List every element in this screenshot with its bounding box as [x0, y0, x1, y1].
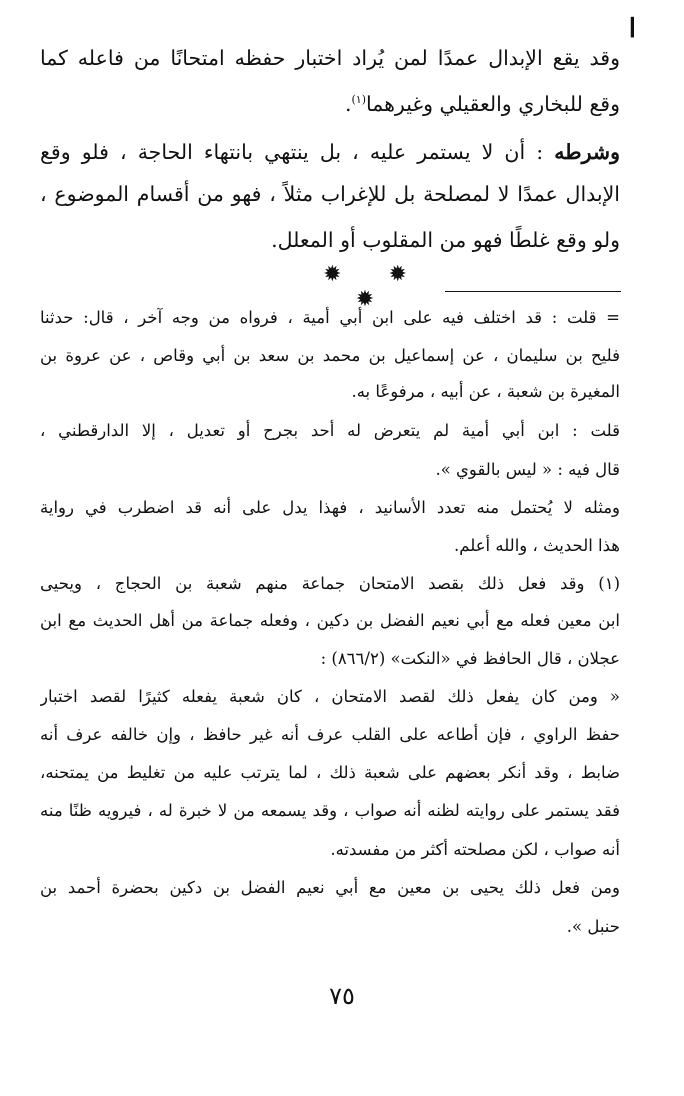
footnote-line: ضابط ، وقد أنكر بعضهم على شعبة ذلك ، لما يترتب عليه من تغليط من يمتحنه، [40, 763, 620, 782]
footnote-line: قال فيه : « ليس بالقوي ». [435, 460, 620, 479]
footnote-line: ابن معين فعله مع أبي نعيم الفضل بن دكين ، وفعله جماعة من أهل الحديث مع ابن [40, 611, 620, 630]
main-line-3-text: : أن لا يستمر عليه ، بل ينتهي بانتهاء الحاجة ، فلو وقع [40, 140, 544, 164]
footnote-line: (١) وقد فعل ذلك بقصد الامتحان جماعة منهم شعبة بن الحجاج ، ويحيى [40, 574, 620, 593]
footnote-line: عجلان ، قال الحافظ في «النكت» (٨٦٦/٢) : [320, 649, 620, 668]
footnote-line: فليح بن سليمان ، عن إسماعيل بن محمد بن سعد بن أبي وقاص ، عن عروة بن [40, 346, 620, 365]
main-line-2 [40, 80, 620, 120]
main-line-4: الإبدال عمدًا لا لمصلحة بل للإغراب مثلاً ، فهو من أقسام الموضوع ، [40, 182, 620, 206]
footnote-line: أنه صواب ، لكن مصلحته أكثر من مفسدته. [330, 840, 620, 859]
footnote-line: ومن فعل ذلك يحيى بن معين مع أبي نعيم الفضل بن دكين بحضرة أحمد بن [40, 878, 620, 897]
footnote-line: المغيرة بن شعبة ، عن أبيه ، مرفوعًا به. [351, 382, 620, 401]
footnote-line: ومثله لا يُحتمل منه تعدد الأسانيد ، فهذا يدل على أنه قد اضطرب في رواية [40, 498, 620, 517]
main-line-1: وقد يقع الإبدال عمدًا لمن يُراد اختبار حفظه امتحانًا من فاعله كما [40, 46, 620, 70]
page-number: ٧٥ [329, 982, 355, 1010]
corner-mark: ا [628, 14, 636, 44]
main-line-3 [40, 132, 620, 172]
section-separator: ✹ ✹ ✹ [323, 262, 427, 312]
footnote-line: = قلت : قد اختلف فيه على ابن أبي أمية ، فرواه من وجه آخر ، قال: حدثنا [40, 308, 620, 327]
footnote-line: « ومن كان يفعل ذلك لقصد الامتحان ، كان شعبة يفعله كثيرًا لقصد اختبار [40, 687, 620, 706]
main-line-5: ولو وقع غلطًا فهو من المقلوب أو المعلل. [271, 228, 620, 252]
main-line-2-end: . [344, 91, 352, 116]
footnote-line: هذا الحديث ، والله أعلم. [454, 536, 620, 555]
footnote-rule [445, 291, 621, 292]
footnote-line: حنبل ». [566, 917, 620, 936]
footnote-line: فقد يستمر على روايته لظنه أنه صواب ، وقد يسمعه من لا خبرة له ، فيرويه ظنًا منه [40, 801, 620, 820]
footnote-line: حفظ الراوي ، فإن أطاعه على القلب عرف أنه غير حافظ ، وإن خالفه عرف أنه [40, 725, 620, 744]
main-line-2-text: وقع للبخاري والعقيلي وغيرهما [366, 91, 620, 116]
footnote-line: قلت : ابن أبي أمية لم يتعرض له أحد بجرح أو تعديل ، إلا الدارقطني ، [40, 421, 620, 440]
condition-label: وشرطه [554, 140, 620, 164]
footnote-ref: (١) [351, 93, 366, 106]
